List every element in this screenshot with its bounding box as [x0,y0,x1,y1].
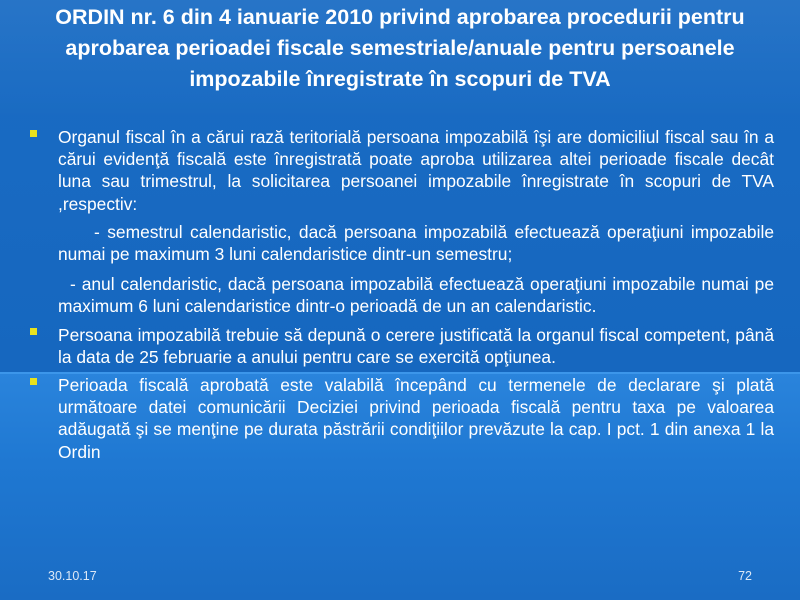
footer-date: 30.10.17 [48,569,97,583]
bullet-item [38,374,774,463]
square-bullet-icon [30,378,37,385]
page-number: 72 [738,569,752,583]
sub-item-year: - anul calendaristic, dacă persoana impozabilă efectuează operaţiuni impozabile numai pe maximum 6 luni calendaristice dintr-o perioadă de un an calendaristic. [58,274,774,317]
bullet-item [38,126,774,318]
square-bullet-icon [30,130,37,137]
square-bullet-icon [30,328,37,335]
slide-title: ORDIN nr. 6 din 4 ianuarie 2010 privind aprobarea procedurii pentru aprobarea perioadei fiscale semestriale/anuale pentru persoanele impozabile înregistrate în scopuri de TVA [55,5,745,91]
bullet-text: Perioada fiscală aprobată este valabilă începând cu termenele de declarare şi plată următoare datei comunicării Deciziei privind perioada fiscală pentru taxa pe valoarea adăugată şi se menţine pe durata păstrării condiţiilor prevăzute la cap. I pct. 1 din anexa 1 la Ordin [58,375,774,462]
sub-item-semester: - semestrul calendaristic, dacă persoana impozabilă efectuează operaţiuni impozabile numai pe maximum 3 luni calendaristice dintr-un semestru; [58,221,774,265]
bullet-text: Organul fiscal în a cărui rază teritorială persoana impozabilă îşi are domiciliul fiscal sau în a cărui evidenţă fiscală este înregistrată poate aproba utilizarea altei perioade fiscale decât luna sau trimestrul, la solicitarea persoanei impozabile înregistrate în scopuri de TVA ,respectiv: [58,127,774,214]
bullet-item [38,324,774,368]
bullet-text: Persoana impozabilă trebuie să depună o cerere justificată la organul fiscal competent, până la data de 25 februarie a anului pentru care se exercită opţiunea. [58,324,774,367]
slide-content [38,126,774,465]
